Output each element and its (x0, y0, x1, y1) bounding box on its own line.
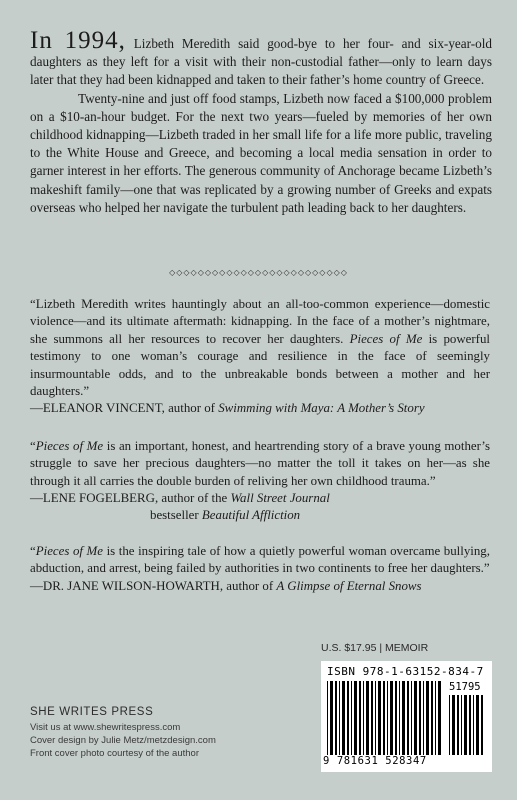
photo-credit: Front cover photo courtesy of the author (30, 748, 199, 759)
endorsement-2-text: “Pieces of Me is an important, honest, and heartrending story of a brave young mother’s struggle to save her precious daughters—no matter the toll it takes on her—as she through it all carries the double burden of reliving her own childhood trauma.” (30, 438, 490, 488)
opening-words: In 1994, (30, 27, 126, 54)
endorsement-3-text: “Pieces of Me is the inspiring tale of how a quietly powerful woman overcame bullying, abduction, and arrest, being failed by authorities in two continents to free her daughters.” (30, 543, 490, 576)
endorsement-1-text: “Lizbeth Meredith writes hauntingly about an all-too-common experience—domestic violence—and its ultimate aftermath: kidnapping. In the face of a mother’s nightmare, she summons all her resources to recover her daughters. Pieces of Me is powerful testimony to one woman’s courage and resilience in the face of seemingly insurmountable odds, and to the unbreakable bonds between a mother and her daughters.” (30, 297, 491, 399)
endorsements (30, 296, 490, 595)
endorsement-2 (30, 438, 490, 525)
publisher-name: SHE WRITES PRESS (30, 706, 154, 718)
isbn-barcode (321, 661, 492, 772)
endorsement-3-attribution: —DR. JANE WILSON-HOWARTH, author of A Glimpse of Eternal Snows (30, 578, 422, 593)
endorsement-1-attribution: —ELEANOR VINCENT, author of Swimming with Maya: A Mother’s Story (30, 401, 425, 416)
synopsis-paragraph-1 (30, 27, 492, 90)
cover-design-credit: Cover design by Julie Metz/metzdesign.com (30, 735, 216, 746)
synopsis-paragraph-2: Twenty-nine and just off food stamps, Lizbeth now faced a $100,000 problem on a $10-an-hour budget. For the next two years—fueled by memories of her own childhood kidnapping—Lizbeth traded in her small life for a life more public, traveling to the White House and Greece, and becoming a local media sensation in order to garner interest in her efforts. The generous community of Anchorage became Lizbeth’s makeshift family—one that was replicated by a growing number of Greeks and expats overseas who helped her navigate the turbulent path leading back to her daughters. (30, 90, 492, 215)
endorsement-2-attribution-cont: bestseller Beautiful Affliction (150, 508, 301, 523)
synopsis-blurb (30, 27, 492, 217)
barcode-bars-addon (449, 695, 487, 755)
price-category: U.S. $17.95 | MEMOIR (321, 642, 429, 654)
publisher-website: Visit us at www.shewritespress.com (30, 722, 181, 733)
endorsement-2-attribution: —LENE FOGELBERG, author of the Wall Street Journal (30, 491, 330, 506)
barcode-digits: 9 781631 528347 (323, 755, 427, 767)
barcode-bars-main (327, 681, 443, 755)
publisher-info (30, 706, 216, 760)
endorsement-3 (30, 543, 490, 595)
synopsis-paragraph-1-text: Lizbeth Meredith said good-bye to her four- and six-year-old daughters as they left for a visit with their non-custodial father—only to learn days later that they had been kidnapped and taken to their father’s home country of Greece. (30, 36, 492, 88)
endorsement-1 (30, 296, 490, 418)
isbn-number: ISBN 978-1-63152-834-7 (327, 665, 484, 678)
barcode-addon-digits: 51795 (449, 681, 481, 693)
ornamental-divider: ◇◇◇◇◇◇◇◇◇◇◇◇◇◇◇◇◇◇◇◇◇◇◇◇◇ (169, 268, 348, 277)
